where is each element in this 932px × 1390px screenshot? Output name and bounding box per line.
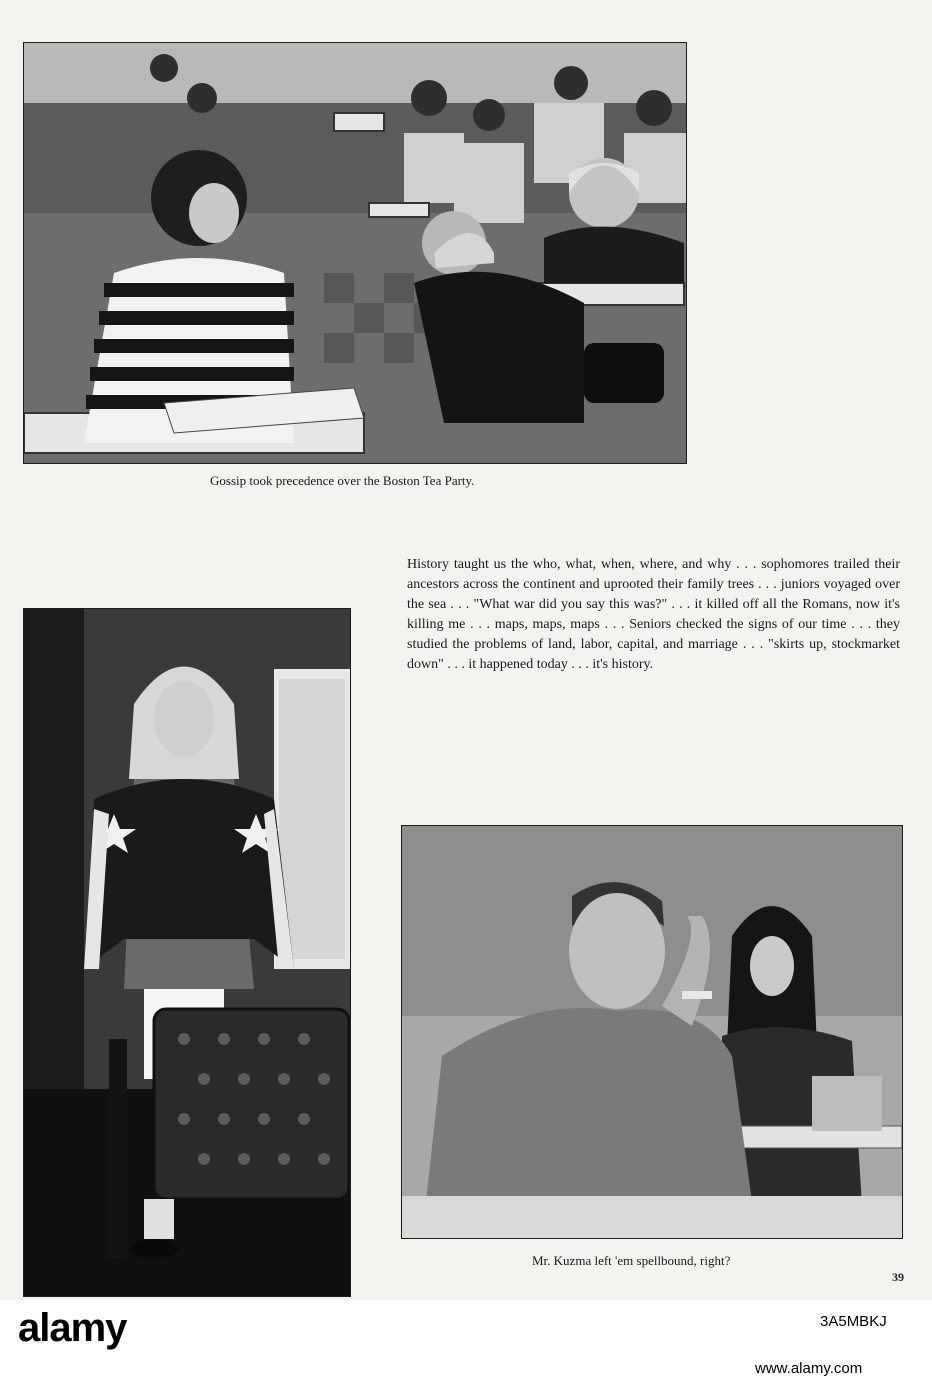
watermark-logo: alamy <box>18 1306 127 1350</box>
page-number: 39 <box>892 1270 904 1284</box>
watermark-image-id: 3A5MBKJ <box>820 1313 887 1330</box>
watermark-url: www.alamy.com <box>755 1360 863 1377</box>
classroom-photo <box>23 42 687 464</box>
bottom-photo-caption: Mr. Kuzma left 'em spellbound, right? <box>532 1253 731 1268</box>
top-photo-caption: Gossip took precedence over the Boston Tea Party. <box>210 473 475 488</box>
history-body-text: History taught us the who, what, when, where, and why . . . sophomores trailed their ancestors across the continent and uprooted their family trees . . . juniors voyaged over the sea . . . "What war did you say this was?" . . . it killed off all the Romans, now it's killing me . . . maps, maps, maps . . . Seniors checked the signs of our time . . . they studied the problems of land, labor, capital, and marriage . . . "skirts up, stockmarket down" . . . it happened today . . . it's history. <box>407 557 900 672</box>
boy-in-class-photo <box>401 825 903 1239</box>
flag-cape-girl-photo <box>23 608 351 1297</box>
